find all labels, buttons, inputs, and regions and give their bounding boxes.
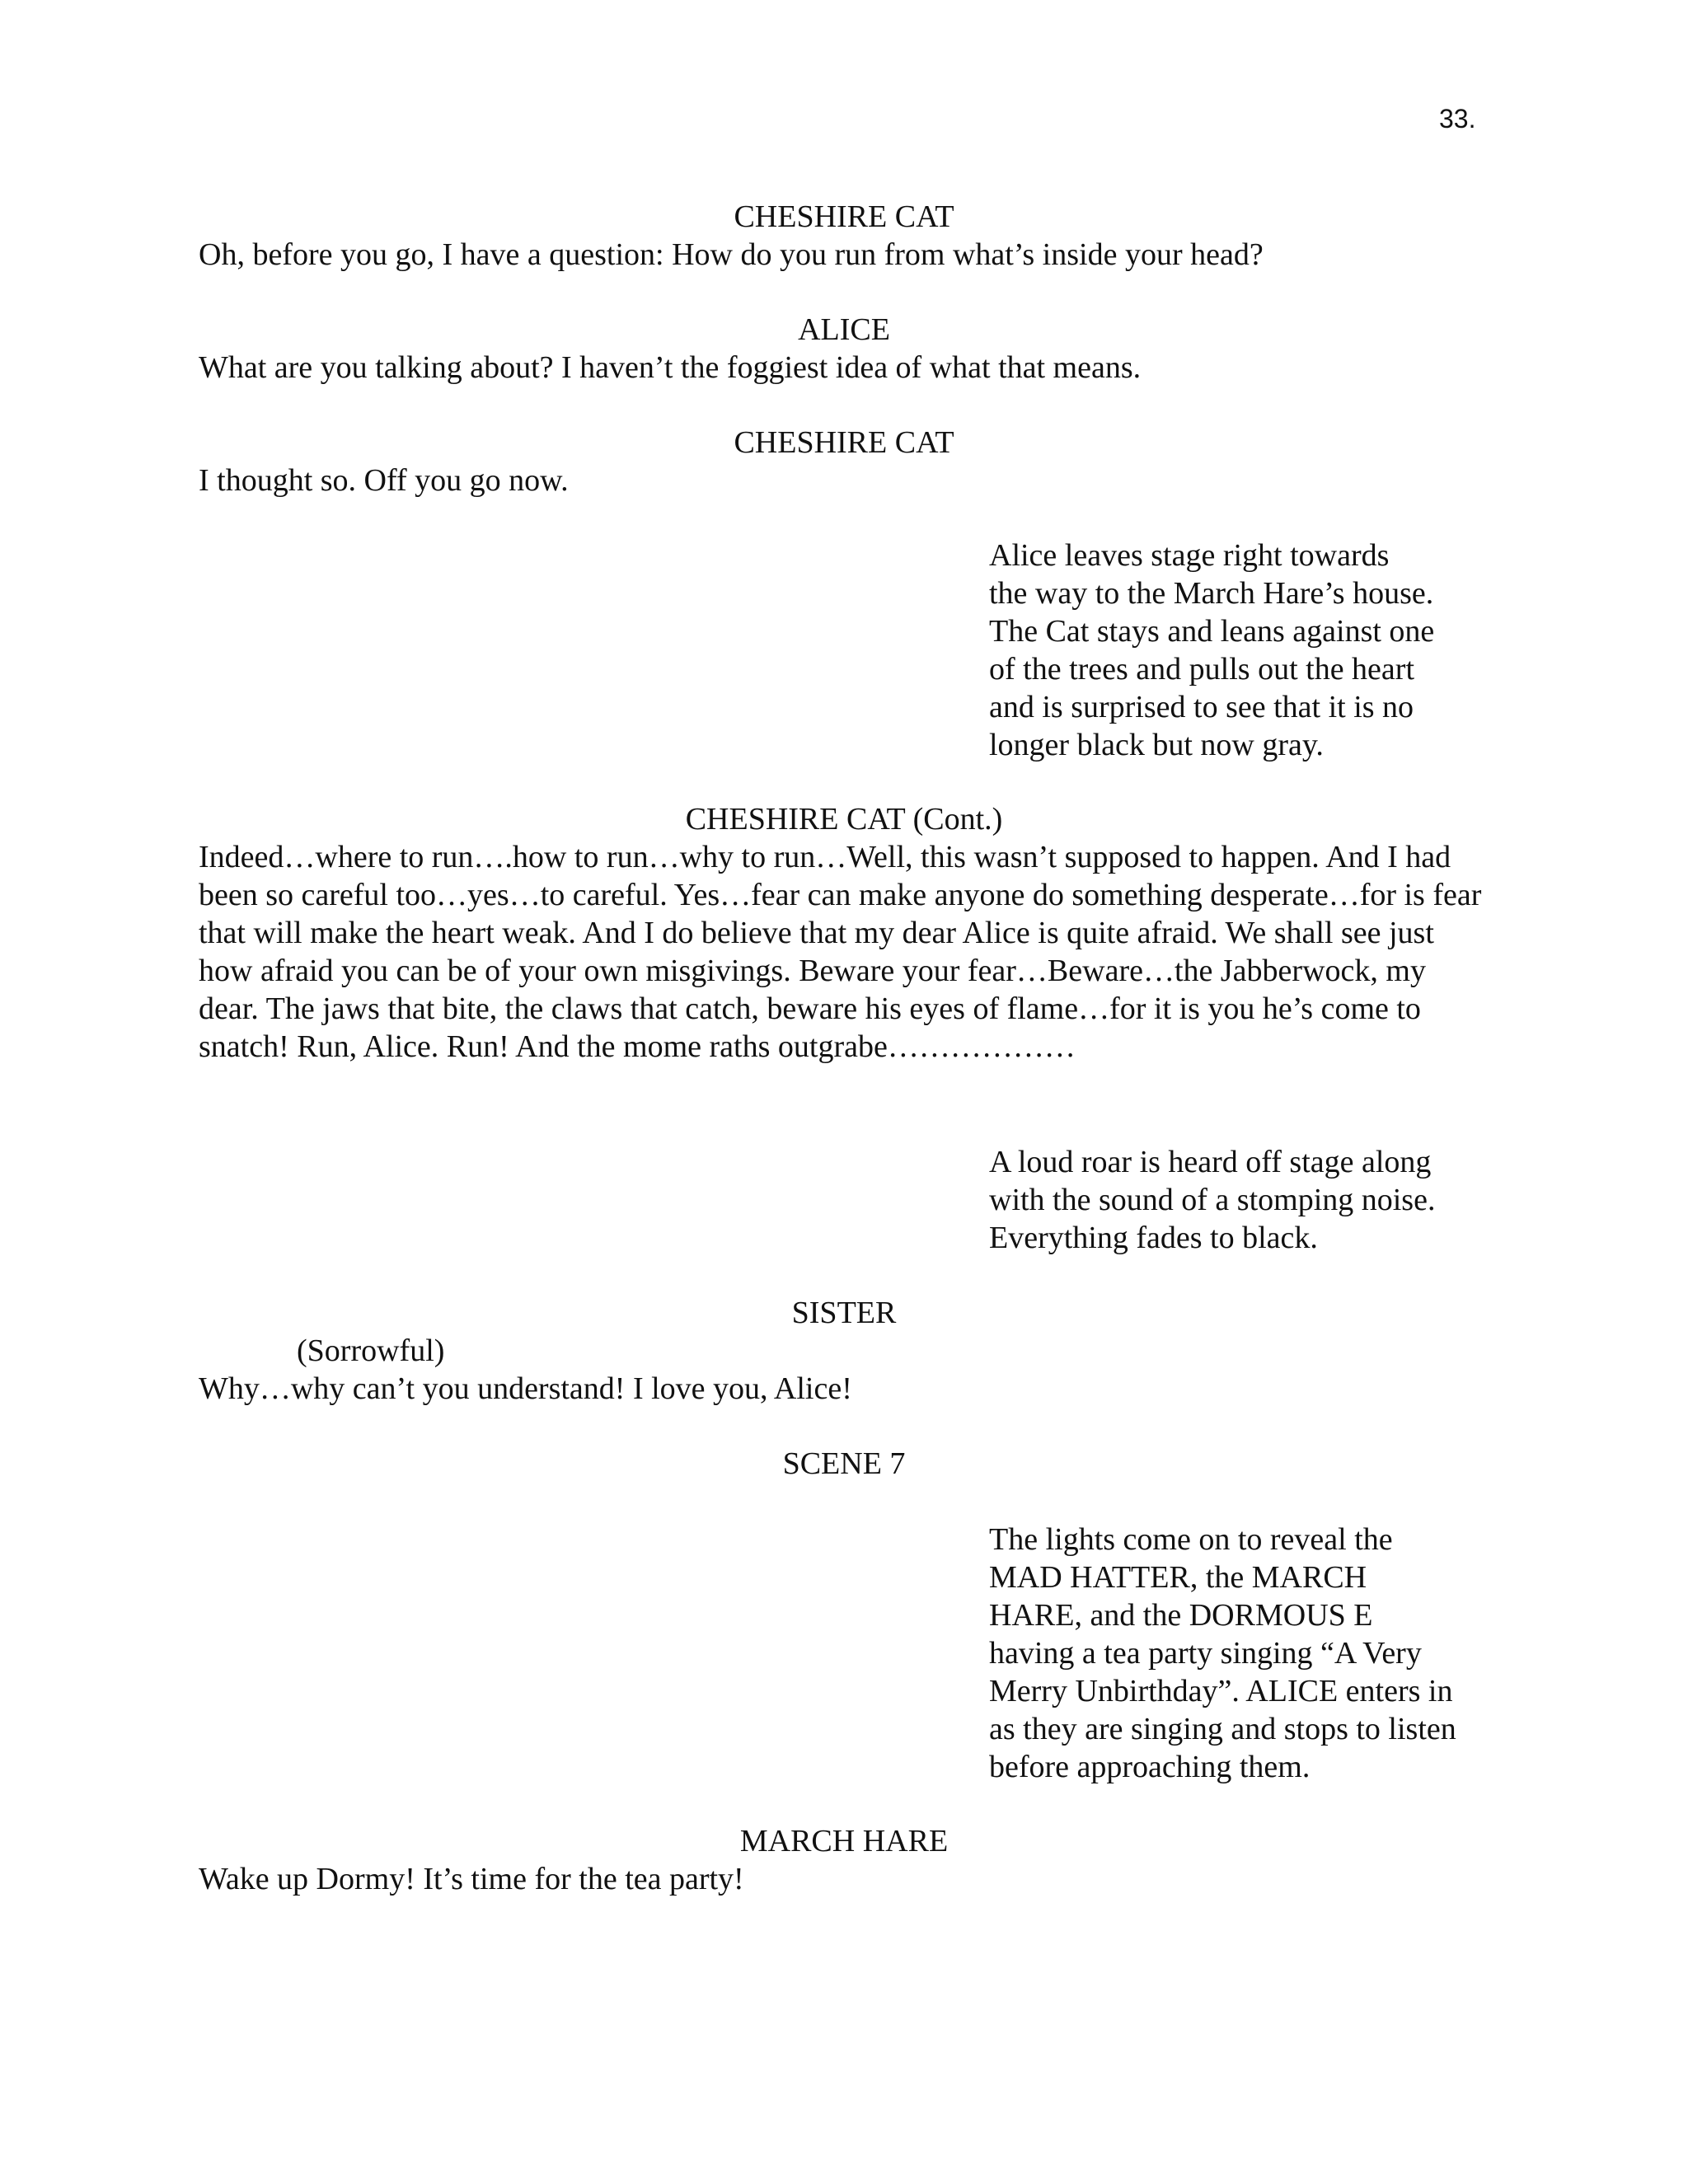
dialogue: Wake up Dormy! It’s time for the tea party! <box>199 1862 744 1896</box>
parenthetical: (Sorrowful) <box>297 1333 445 1368</box>
stage-direction-line: longer black but now gray. <box>989 728 1324 762</box>
character-name: CHESHIRE CAT <box>734 199 954 234</box>
stage-direction <box>989 1143 1492 1257</box>
page-number: 33. <box>1439 104 1476 134</box>
dialogue: Indeed…where to run….how to run…why to run…Well, this wasn’t supposed to happen. And I had been so careful too…yes…to careful. Yes…fear can make anyone do something desperate…for is fear that will make the heart weak. And I do believe that my dear Alice is quite afraid. We shall see just how afraid you can be of your own misgivings. Beware your fear…Beware…the Jabberwock, my dear. The jaws that bite, the claws that catch, beware his eyes of flame…for it is you he’s come to snatch! Run, Alice. Run! And the mome raths outgrabe……………… <box>199 840 1482 1064</box>
stage-direction-line: Alice leaves stage right towards <box>989 538 1390 573</box>
stage-direction-line: MAD HATTER, the MARCH <box>989 1560 1367 1595</box>
stage-direction-line: HARE, and the DORMOUS E <box>989 1598 1373 1633</box>
stage-direction-line: the way to the March Hare’s house. <box>989 576 1434 611</box>
stage-direction <box>989 1521 1492 1786</box>
character-name: ALICE <box>798 312 890 347</box>
stage-direction-line: The lights come on to reveal the <box>989 1522 1393 1557</box>
stage-direction-line: before approaching them. <box>989 1750 1311 1784</box>
scene-heading: SCENE 7 <box>782 1446 906 1481</box>
stage-direction-line: as they are singing and stops to listen <box>989 1712 1456 1746</box>
stage-direction-line: A loud roar is heard off stage along <box>989 1145 1432 1179</box>
stage-direction-line: The Cat stays and leans against one <box>989 614 1435 649</box>
stage-direction-line: with the sound of a stomping noise. <box>989 1183 1436 1217</box>
dialogue: Why…why can’t you understand! I love you, Alice! <box>199 1371 852 1406</box>
stage-direction-line: Everything fades to black. <box>989 1221 1318 1255</box>
stage-direction-line: of the trees and pulls out the heart <box>989 652 1415 687</box>
character-name: CHESHIRE CAT <box>734 425 954 460</box>
stage-direction-line: and is surprised to see that it is no <box>989 690 1414 724</box>
stage-direction-line: having a tea party singing “A Very <box>989 1636 1422 1671</box>
dialogue: What are you talking about? I haven’t the foggiest idea of what that means. <box>199 350 1142 385</box>
dialogue: I thought so. Off you go now. <box>199 463 569 498</box>
character-name: CHESHIRE CAT (Cont.) <box>685 802 1003 837</box>
dialogue: Oh, before you go, I have a question: How do you run from what’s inside your head? <box>199 237 1264 272</box>
stage-direction-line: Merry Unbirthday”. ALICE enters in <box>989 1674 1453 1708</box>
stage-direction <box>989 537 1492 764</box>
character-name: SISTER <box>791 1296 897 1330</box>
character-name: MARCH HARE <box>739 1824 949 1858</box>
